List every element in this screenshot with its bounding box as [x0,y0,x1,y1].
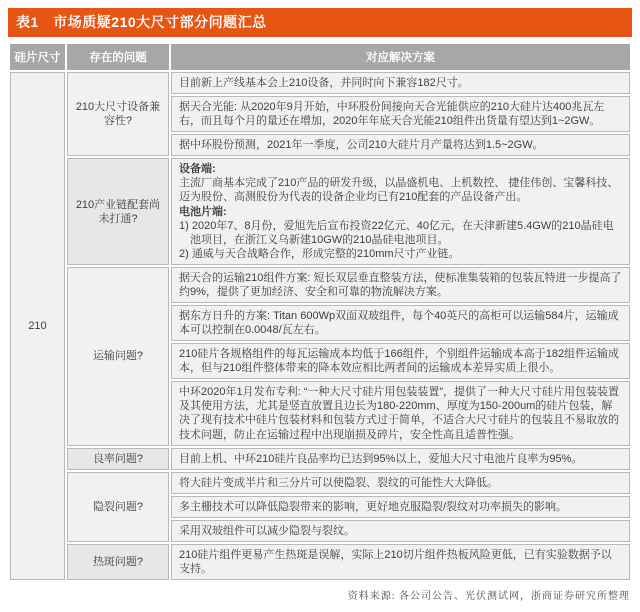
header-solutions: 对应解决方案 [171,44,630,70]
table-title-bar [8,8,632,37]
solution-cell: 210硅片组件更易产生热斑是误解，实际上210切片组件热板风险更低，已有实验数据予以支持。 [171,544,630,580]
solution-cell: 中环2020年1月发布专利: “一种大尺寸硅片用包装装置”，提供了一种大尺寸硅片用包装装置及其使用方法，尤其是竖直放置且边长为180-220mm、厚度为150-200um的硅片包装，解决了现有技术中硅片包装材料和包装方式过于简单，不适合大尺寸硅片的包装且不易取放的技术问题，防止在运输过程中出现崩损及碎片，安全性高且适普性强。 [171,381,630,445]
problem-cell: 210产业链配套尚未打通? [67,158,169,265]
solution-cell: 据天合光能: 从2020年9月开始，中环股份间接向天合光能供应的210大硅片达400兆瓦左右，而且每个月的量还在增加，2020年年底天合光能210组件出货量有望达到1~2GW。 [171,96,630,132]
solution-cell [171,158,630,265]
table-title: 表1 市场质疑210大尺寸部分问题汇总 [16,14,267,30]
solution-line: 主流厂商基本完成了210产品的研发升级，以晶盛机电、上机数控、 捷佳伟创、宝馨科技、迈为股份、高测股份为代表的设备企业均已有210配套的产品设备产出。 [179,177,619,204]
table-row [10,544,630,580]
table-row [10,448,630,470]
solution-cell: 据东方日升的方案: Titan 600Wp双面双玻组件，每个40英尺的高柜可以运输584片，运输成本可以控制在0.0048/瓦左右。 [171,305,630,341]
solution-cell: 目前新上产线基本会上210设备，并同时向下兼容182尺寸。 [171,72,630,94]
table-header-row [10,44,630,70]
solution-cell: 据天合的运输210组件方案: 短长双层垂直整装方法，使标准集装箱的包装瓦特进一步提高了约9%，提供了更加经济、安全和可靠的物流解决方案。 [171,267,630,303]
header-problems: 存在的问题 [67,44,169,70]
issues-table [8,42,632,582]
table-row [10,158,630,265]
solution-cell: 将大硅片变成半片和三分片可以使隐裂、裂纹的可能性大大降低。 [171,472,630,494]
solution-cell: 210硅片各规格组件的每瓦运输成本均低于166组件，个别组件运输成本高于182组件运输成本，但与210组件整体带来的降本效应相比两者间的运输成本差异实质上很小。 [171,343,630,379]
solution-line: 1) 2020年7、8月份，爱旭先后宣布投资22亿元、40亿元，在天津新建5.4GW的210晶硅电池项目，在浙江义乌新建10GW的210晶硅电池项目。 [179,219,614,246]
header-wafer-size: 硅片尺寸 [10,44,65,70]
problem-cell: 热斑问题? [67,544,169,580]
source-note: 资料来源: 各公司公告、光伏测试网，浙商证券研究所整理 [347,591,630,603]
problem-cell: 良率问题? [67,448,169,470]
solution-line: 电池片端: [179,205,227,218]
solution-cell: 目前上机、中环210硅片良品率均已达到95%以上，爱旭大尺寸电池片良率为95%。 [171,448,630,470]
wafer-size-cell: 210 [10,72,65,580]
table-row [10,472,630,494]
solution-cell: 多主栅技术可以降低隐裂带来的影响，更好地克服隐裂/裂纹对功率损失的影响。 [171,496,630,518]
problem-cell: 210大尺寸设备兼容性? [67,72,169,156]
table-row [10,267,630,303]
solution-cell: 采用双玻组件可以减少隐裂与裂纹。 [171,520,630,542]
solution-cell: 据中环股份预测，2021年一季度，公司210大硅片月产量将达到1.5~2GW。 [171,134,630,156]
table-body [10,72,630,580]
table-row [10,72,630,94]
problem-cell: 隐裂问题? [67,472,169,542]
solution-line: 2) 通威与天合战略合作，形成完整的210mm尺寸产业链。 [179,247,460,260]
solution-line: 设备端: [179,163,216,176]
problem-cell: 运输问题? [67,267,169,446]
